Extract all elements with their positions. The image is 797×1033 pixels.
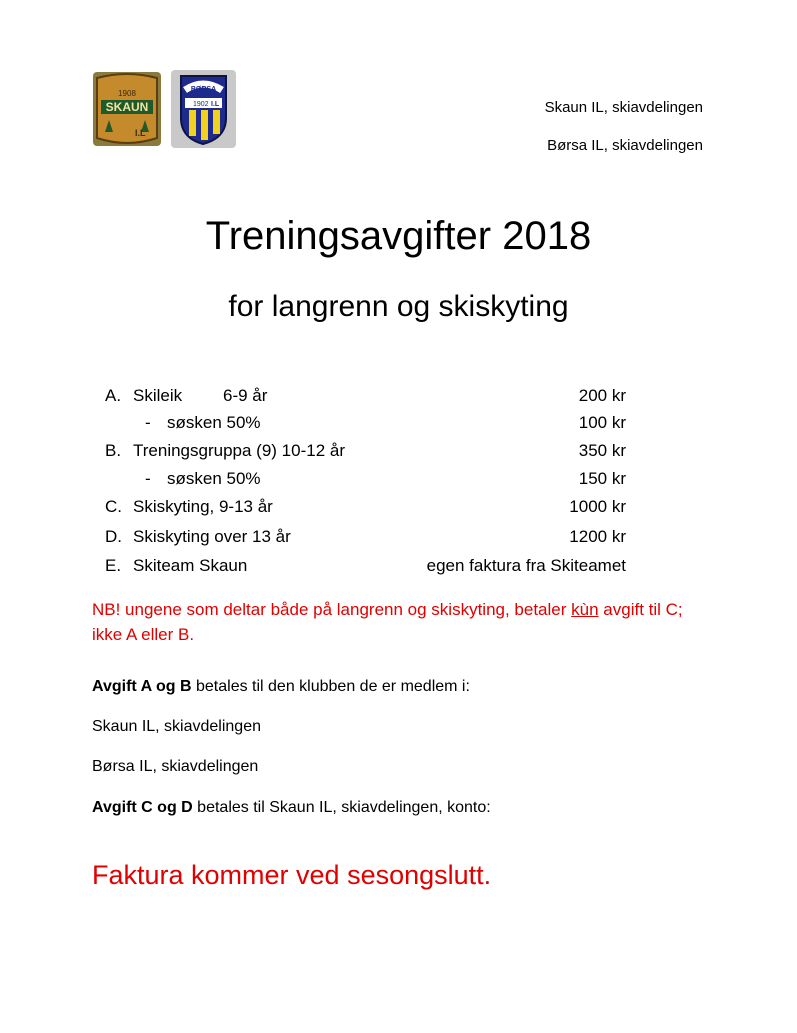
fee-name: Treningsgruppa (9) 10-12 år: [133, 441, 345, 460]
fee-price: 100 kr: [578, 413, 626, 432]
payment-club-borsa: Børsa IL, skiavdelingen: [92, 758, 259, 775]
svg-text:1908: 1908: [118, 89, 136, 98]
nb-note-text-end: avgift til C; ikke A eller B.: [92, 600, 683, 644]
fee-letter: B.: [105, 441, 122, 460]
fee-dash: -: [145, 469, 151, 488]
fee-letter: D.: [105, 527, 122, 546]
payment-cd-label: Avgift C og D: [92, 799, 193, 816]
fee-row-a: [0, 386, 797, 408]
fee-row-b-sibling: [0, 469, 797, 491]
fee-price: 1200 kr: [569, 527, 626, 546]
svg-text:BØRSA: BØRSA: [190, 86, 217, 93]
fee-row-c: [0, 497, 797, 519]
fee-price: 1000 kr: [569, 497, 626, 516]
svg-text:1902: 1902: [193, 101, 209, 108]
fee-letter: C.: [105, 497, 122, 516]
fee-row-d: [0, 527, 797, 549]
fee-name: Skileik: [133, 386, 183, 405]
document-title: Treningsavgifter 2018: [205, 214, 592, 258]
borsa-logo: [171, 70, 236, 148]
payment-club-skaun: Skaun IL, skiavdelingen: [92, 718, 261, 735]
fee-price: 150 kr: [578, 469, 626, 488]
fee-age: 6-9 år: [223, 386, 268, 405]
fee-letter: A.: [105, 386, 122, 405]
fee-dash: -: [145, 413, 151, 432]
payment-ab-text: betales til den klubben de er medlem i:: [191, 678, 470, 695]
header-club-skaun: Skaun IL, skiavdelingen: [544, 99, 703, 116]
fee-name: søsken 50%: [167, 469, 261, 488]
fee-row-b: [0, 441, 797, 463]
fee-name: Skiskyting, 9-13 år: [133, 497, 273, 516]
payment-ab-label: Avgift A og B: [92, 678, 192, 695]
fee-letter: E.: [105, 556, 122, 575]
fee-name: Skiteam Skaun: [133, 556, 248, 575]
svg-text:SKAUN: SKAUN: [105, 100, 149, 114]
nb-note-emphasis: kùn: [571, 600, 599, 619]
skaun-logo: [93, 72, 161, 146]
nb-note-text: NB! ungene som deltar både på langrenn og skiskyting, betaler: [92, 600, 572, 619]
fee-row-a-sibling: [0, 413, 797, 435]
fee-name: søsken 50%: [167, 413, 261, 432]
nb-note: [92, 597, 712, 647]
invoice-notice: Faktura kommer ved sesongslutt.: [92, 860, 492, 890]
payment-ab-line: [92, 678, 470, 696]
svg-text:I.L: I.L: [135, 128, 146, 138]
fee-price: 200 kr: [578, 386, 626, 405]
fee-name: Skiskyting over 13 år: [133, 527, 291, 546]
svg-text:I.L: I.L: [211, 101, 220, 108]
fee-price: 350 kr: [578, 441, 626, 460]
document-subtitle: for langrenn og skiskyting: [228, 290, 569, 323]
fee-row-e: [0, 556, 797, 578]
fee-price: egen faktura fra Skiteamet: [426, 556, 626, 575]
payment-cd-line: [92, 799, 491, 817]
payment-cd-text: betales til Skaun IL, skiavdelingen, konto:: [192, 799, 491, 816]
header-club-borsa: Børsa IL, skiavdelingen: [547, 137, 703, 154]
